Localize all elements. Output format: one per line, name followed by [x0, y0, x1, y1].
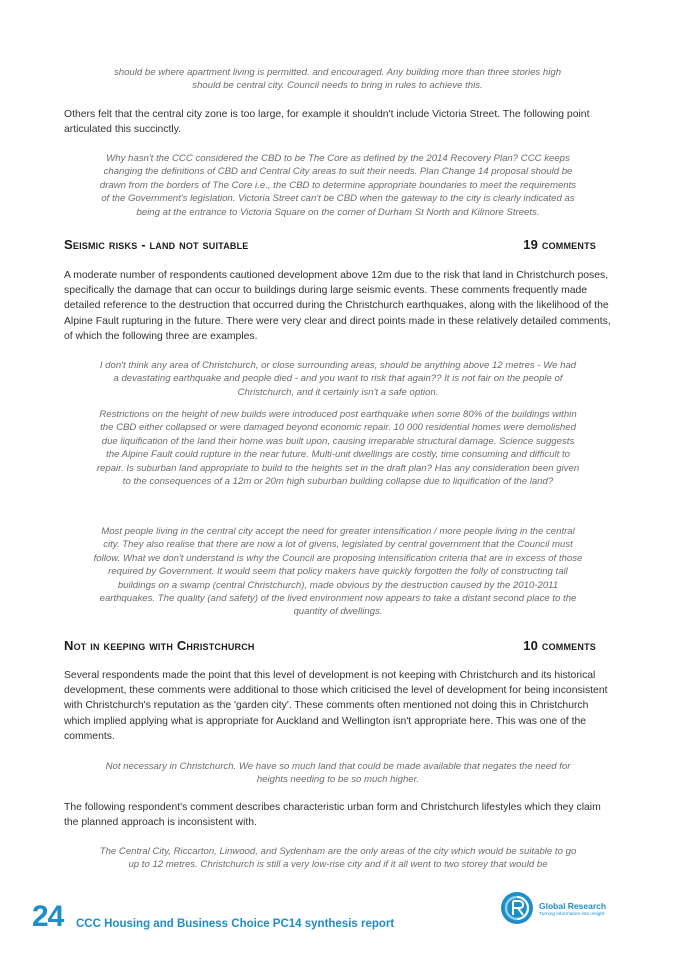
quote-not-necessary: Not necessary in Christchurch. We have so much land that could be made available that negates the need for heights needing to be so much higher.	[105, 761, 571, 786]
paragraph-not-in-keeping: Several respondents made the point that this level of development is not keeping with Christchurch and its historical development, these comments were additional to those which criticised the level of development for being inconsistent with Christchurch's reputation as the 'garden city'. These comments often mentioned not doing this in Christchurch which implied applying what is appropriate for Auckland and Wellington isn't appropriate here. This was one of the comments.	[64, 670, 608, 742]
section-heading-seismic	[64, 237, 596, 253]
globe-logo-icon	[499, 890, 535, 926]
section-title: Seismic risks - land not suitable	[64, 237, 249, 252]
page-footer	[0, 890, 675, 950]
paragraph-central-city-too-large: Others felt that the central city zone is too large, for example it shouldn't include Victoria Street. The following point articulated this succinctly.	[64, 109, 590, 136]
quote-central-city-intensification: Most people living in the central city accept the need for greater intensification / more people living in the central city. They also realise that there are now a lot of givens, legislated by central government that the Council must follow. What we don't understand is why the Council are proposing intensification criteria that are in excess of those required by Government. It would seem that policy makers have quickly forgotten the folly of constructing tall buildings on a swamp (central Christchurch), made obvious by the destruction caused by the 2010-2011 earthquakes. The quality (and safety) of the lived environment now appears to take a distant second place to the quantity of dwellings.	[93, 526, 583, 618]
comment-count: 19 comments	[523, 237, 596, 252]
paragraph-seismic-risk: A moderate number of respondents cautioned development above 12m due to the risk that land in Christchurch poses, specifically the damage that can occur to buildings during large seismic events. These comments frequently made detailed reference to the destruction that occurred during the Christchurch earthquakes, along with the likelihood of the Alpine Fault rupturing in the future. There were very clear and direct points made in these relatively detailed comments, of which the following three are examples.	[64, 270, 611, 342]
page-number: 24	[32, 900, 64, 933]
quote-suitable-areas: The Central City, Riccarton, Linwood, and Sydenham are the only areas of the city which would be suitable to go up to 12 metres. Christchurch is still a very low-rise city and if it all went to two storey that would be	[99, 846, 577, 871]
quote-earthquake-12-metres: I don't think any area of Christchurch, or close surrounding areas, should be anything above 12 metres - We had a devastating earthquake and people died - and you want to risk that again?? It is not fair on the people of Christchurch, and it certainly isn't a safe option.	[99, 360, 577, 398]
paragraph-urban-form: The following respondent's comment describes characteristic urban form and Christchurch lifestyles which they claim the planned approach is inconsistent with.	[64, 802, 601, 829]
logo-tagline: Turning information into insight	[539, 912, 605, 917]
section-heading-not-in-keeping	[64, 638, 596, 654]
quote-cbd-core: Why hasn't the CCC considered the CBD to be The Core as defined by the 2014 Recovery Plan? CCC keeps changing the definitions of CBD and Central City areas to suit their needs. Plan Change 14 proposal should be drawn from the borders of The Core i.e., the CBD to determine appropriate boundaries to meet the requirements of the Government's legislation. Victoria Street can't be CBD when the gateway to the city is clearly indicated as being at the entrance to Victoria Square on the corner of Durham St North and Kilmore Streets.	[99, 153, 577, 218]
logo-name: Global Research	[539, 901, 607, 911]
comment-count: 10 comments	[523, 638, 596, 653]
global-research-logo	[499, 890, 649, 930]
report-title: CCC Housing and Business Choice PC14 synthesis report	[76, 918, 395, 930]
quote-apartment-living: should be where apartment living is permitted. and encouraged. Any building more than three stories high should be central city. Council needs to bring in rules to achieve this.	[113, 67, 562, 92]
section-title: Not in keeping with Christchurch	[64, 638, 255, 653]
quote-height-restrictions: Restrictions on the height of new builds were introduced post earthquake when some 80% of the buildings within the CBD either collapsed or were damaged beyond economic repair. 10 000 residential homes were demolished due liquification of the land their home was built upon, causing irreparable structural damage. Science suggests the Alpine Fault could rupture in the near future. Multi-unit dwellings are costly, time consuming and difficult to repair. Is suburban land appropriate to build to the heights set in the draft plan? Has any consideration been given to the consequences of a 12m or 20m high suburban building collapse due to liquification of the land?	[96, 409, 580, 488]
